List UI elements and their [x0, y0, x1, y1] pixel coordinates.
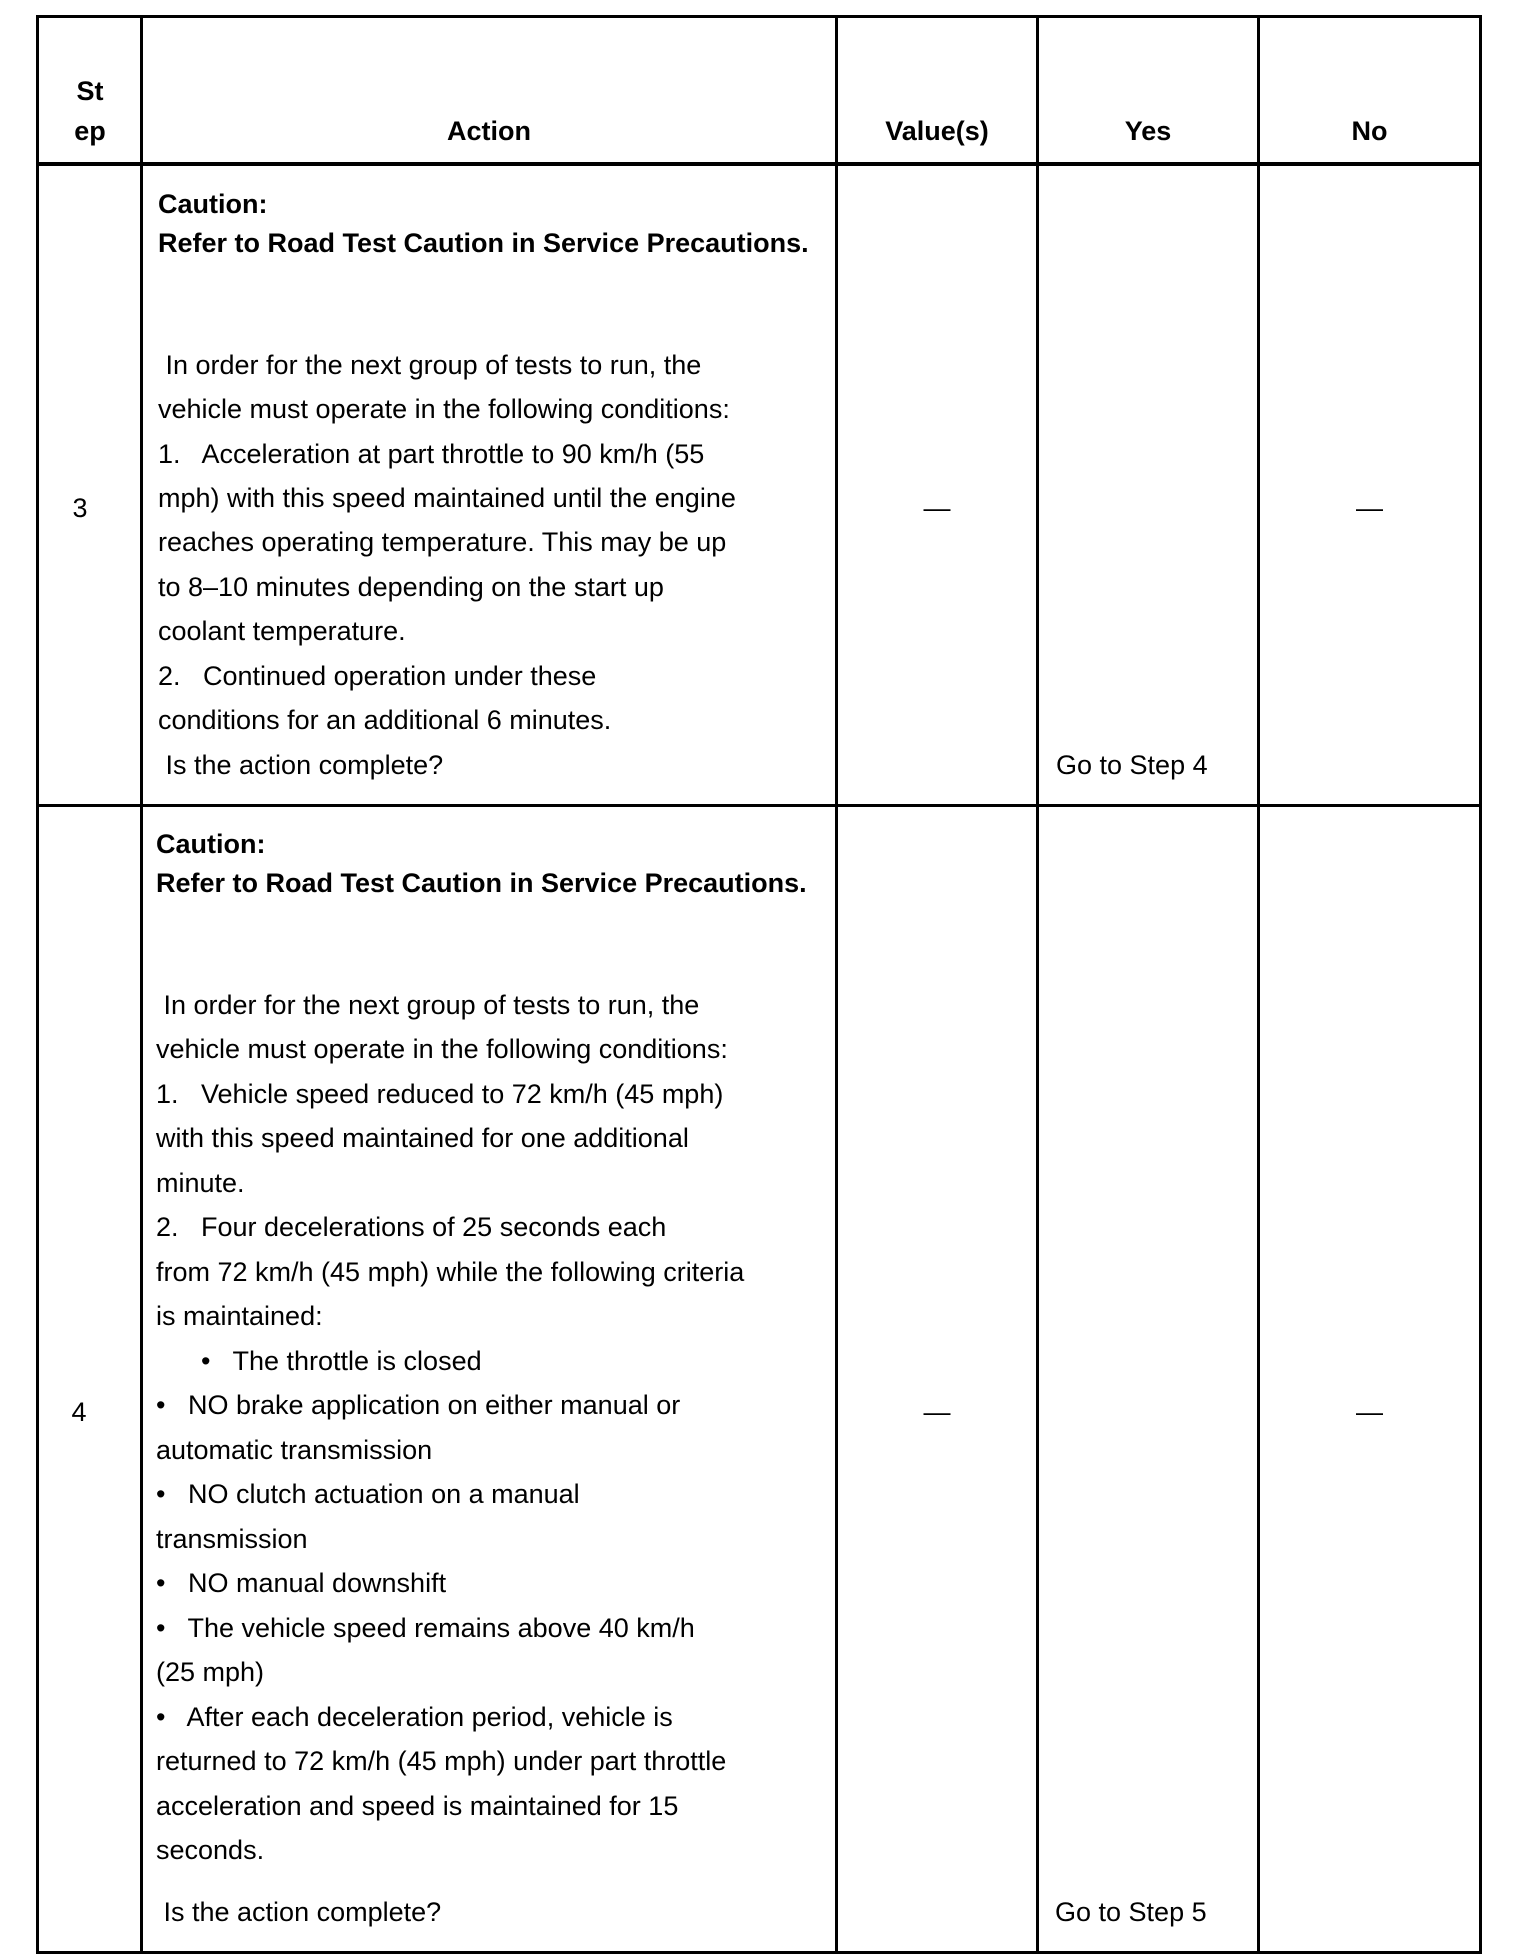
step-number: 3	[72, 493, 88, 523]
action-question: Is the action complete?	[156, 1897, 442, 1927]
step-number: 4	[71, 1397, 87, 1427]
action-line: to 8–10 minutes depending on the start up	[158, 572, 664, 602]
column-line-left	[36, 15, 39, 1954]
action-line: from 72 km/h (45 mph) while the following criteria	[156, 1257, 745, 1287]
action-line: seconds.	[156, 1835, 265, 1865]
action-line: is maintained:	[156, 1301, 323, 1331]
column-line-right	[1479, 15, 1482, 1954]
header-step-line1: St	[76, 76, 104, 106]
action-line: automatic transmission	[156, 1435, 433, 1465]
column-line-action-values	[835, 15, 838, 1954]
action-line: (25 mph)	[156, 1657, 265, 1687]
action-line: mph) with this speed maintained until the engine	[158, 483, 736, 513]
action-bullet: • After each deceleration period, vehicle is	[156, 1702, 673, 1732]
header-no: No	[1351, 116, 1388, 146]
table-border-top	[36, 15, 1482, 18]
action-bullet: • NO brake application on either manual or	[156, 1390, 681, 1420]
action-line: vehicle must operate in the following conditions:	[156, 1034, 728, 1064]
action-line: acceleration and speed is maintained for 15	[156, 1791, 679, 1821]
column-line-step-action	[140, 15, 143, 1954]
action-bullet: • NO manual downshift	[156, 1568, 447, 1598]
action-line: 2. Continued operation under these	[158, 661, 597, 691]
action-question: Is the action complete?	[158, 750, 444, 780]
no-cell: —	[1356, 1397, 1383, 1427]
action-bullet: • The throttle is closed	[156, 1346, 482, 1376]
action-line: 1. Vehicle speed reduced to 72 km/h (45 mph)	[156, 1079, 724, 1109]
action-line: transmission	[156, 1524, 308, 1554]
caution-title: Caution:	[158, 189, 268, 219]
table-border-bottom	[36, 1951, 1482, 1954]
action-bullet: • NO clutch actuation on a manual	[156, 1479, 580, 1509]
action-line: vehicle must operate in the following conditions:	[158, 394, 730, 424]
header-divider	[36, 162, 1482, 166]
action-line: 2. Four decelerations of 25 seconds each	[156, 1212, 667, 1242]
action-line: with this speed maintained for one additional	[156, 1123, 689, 1153]
value-cell: —	[923, 1397, 951, 1427]
action-line: reaches operating temperature. This may be up	[158, 527, 727, 557]
header-step	[40, 71, 140, 151]
no-cell: —	[1356, 493, 1383, 523]
yes-cell: Go to Step 4	[1056, 750, 1208, 780]
action-line: coolant temperature.	[158, 616, 406, 646]
action-line: minute.	[156, 1168, 245, 1198]
action-line: returned to 72 km/h (45 mph) under part throttle	[156, 1746, 727, 1776]
header-yes: Yes	[1124, 116, 1172, 146]
action-line: conditions for an additional 6 minutes.	[158, 705, 612, 735]
yes-cell: Go to Step 5	[1055, 1897, 1207, 1927]
column-line-yes-no	[1257, 15, 1260, 1954]
action-line: 1. Acceleration at part throttle to 90 km/h (55	[158, 439, 705, 469]
value-cell: —	[923, 493, 951, 523]
caution-text: Refer to Road Test Caution in Service Precautions.	[156, 868, 807, 898]
column-line-values-yes	[1036, 15, 1039, 1954]
action-line: In order for the next group of tests to run, the	[158, 350, 702, 380]
header-action: Action	[447, 116, 531, 146]
row-divider	[36, 804, 1482, 807]
header-values: Value(s)	[885, 116, 989, 146]
action-bullet: • The vehicle speed remains above 40 km/h	[156, 1613, 695, 1643]
header-step-line2: ep	[74, 116, 106, 146]
caution-text: Refer to Road Test Caution in Service Precautions.	[158, 228, 809, 258]
action-line: In order for the next group of tests to run, the	[156, 990, 700, 1020]
caution-title: Caution:	[156, 829, 266, 859]
